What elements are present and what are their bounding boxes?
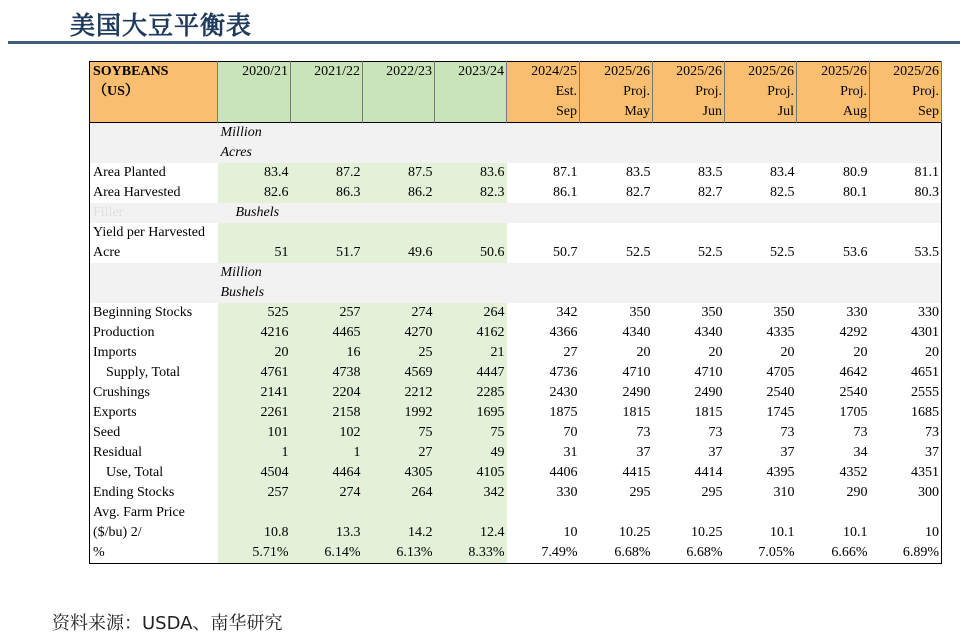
table-cell: 4761	[218, 363, 291, 383]
table-cell: 4642	[839, 365, 868, 380]
table-cell	[653, 503, 725, 523]
table-cell: 82.6	[218, 183, 291, 203]
row-label: Imports	[93, 345, 137, 360]
table-row	[90, 483, 942, 503]
table-cell: 37	[780, 445, 795, 460]
row-label: Beginning Stocks	[93, 305, 193, 320]
table-cell: 10	[563, 525, 578, 540]
table-cell: 6.68%	[686, 545, 723, 560]
table-cell	[363, 503, 435, 523]
row-label	[90, 283, 218, 303]
table-cell	[725, 503, 797, 523]
row-label: Avg. Farm Price	[93, 505, 185, 520]
table-cell: 264	[435, 303, 507, 323]
table-row	[90, 383, 942, 403]
table-row	[90, 203, 942, 223]
table-cell: 4447	[435, 363, 507, 383]
table-cell: 2212	[363, 383, 435, 403]
table-cell: 330	[846, 305, 868, 320]
table-cell: 83.5	[626, 165, 651, 180]
table-cell: 4415	[622, 465, 651, 480]
table-cell	[725, 223, 797, 243]
table-row	[90, 503, 942, 523]
table-cell: 274	[291, 483, 363, 503]
table-cell	[870, 503, 942, 523]
table-cell: 51	[218, 243, 291, 263]
column-header	[291, 102, 363, 123]
table-cell	[507, 503, 580, 523]
table-cell: 73	[780, 425, 795, 440]
column-header: 2025/26	[870, 62, 942, 83]
column-header	[435, 102, 507, 123]
table-cell: 4335	[766, 325, 795, 340]
table-cell: 27	[363, 443, 435, 463]
table-row	[90, 363, 942, 383]
table-cell: 73	[925, 425, 939, 440]
table-cell: 53.6	[843, 245, 868, 260]
header-row	[90, 62, 942, 83]
table-cell: 2490	[622, 385, 651, 400]
table-cell: 310	[773, 485, 795, 500]
row-label: Area Harvested	[93, 185, 181, 200]
table-cell: 2285	[435, 383, 507, 403]
table-cell: 86.2	[363, 183, 435, 203]
table-cell	[653, 223, 725, 243]
table-cell: 20	[636, 345, 651, 360]
table-cell: 82.7	[626, 185, 651, 200]
table-cell: 80.9	[843, 165, 868, 180]
table-cell: 50.7	[553, 245, 578, 260]
table-cell: 21	[435, 343, 507, 363]
row-label: Residual	[93, 445, 142, 460]
header-row	[90, 102, 942, 123]
column-header: Proj.	[797, 82, 870, 102]
table-cell: 1705	[839, 405, 868, 420]
table-row	[90, 423, 942, 443]
table-cell: 4270	[363, 323, 435, 343]
table-cell: 4340	[694, 325, 723, 340]
table-cell: 20	[218, 343, 291, 363]
table-cell: 2555	[911, 385, 939, 400]
table-row	[90, 143, 942, 163]
corner-label	[90, 102, 218, 123]
table-cell: 1745	[766, 405, 795, 420]
table-cell: 10.1	[843, 525, 868, 540]
table-cell	[507, 223, 580, 243]
table-cell: 20	[708, 345, 723, 360]
table-cell: 4569	[363, 363, 435, 383]
row-label	[90, 123, 218, 144]
row-label: %	[93, 545, 105, 560]
table-cell	[363, 223, 435, 243]
table-cell: 87.1	[553, 165, 578, 180]
soybean-balance-table	[89, 61, 942, 564]
table-cell: 10.1	[770, 525, 795, 540]
table-cell: 1875	[549, 405, 578, 420]
column-header: 2025/26	[797, 62, 870, 83]
column-header: 2021/22	[291, 62, 363, 83]
column-header: Proj.	[870, 82, 942, 102]
column-header: Jul	[725, 102, 797, 123]
table-cell: 20	[925, 345, 939, 360]
table-cell: 75	[435, 423, 507, 443]
table-cell	[797, 503, 870, 523]
table-cell: 4395	[766, 465, 795, 480]
table-cell: 330	[556, 485, 578, 500]
table-cell: 37	[925, 445, 939, 460]
table-row	[90, 323, 942, 343]
unit-label: Bushels	[218, 203, 942, 223]
corner-label: SOYBEANS	[90, 62, 218, 83]
table-cell: 82.7	[698, 185, 723, 200]
column-header	[218, 102, 291, 123]
table-cell: 6.66%	[831, 545, 868, 560]
table-row	[90, 263, 942, 283]
table-cell: 342	[556, 305, 578, 320]
table-cell: 1992	[363, 403, 435, 423]
table-cell: 4504	[218, 463, 291, 483]
table-row	[90, 243, 942, 263]
row-label: Area Planted	[93, 165, 166, 180]
table-cell: 330	[918, 305, 939, 320]
table-cell: 25	[363, 343, 435, 363]
table-cell: 1	[218, 443, 291, 463]
table-cell: 4340	[622, 325, 651, 340]
table-cell: 2540	[839, 385, 868, 400]
column-header: 2025/26	[580, 62, 653, 83]
table-cell: 75	[363, 423, 435, 443]
table-cell: 2158	[291, 403, 363, 423]
table-cell: 290	[846, 485, 868, 500]
table-cell	[218, 223, 291, 243]
row-label: ($/bu) 2/	[93, 525, 142, 540]
table-cell: 4651	[911, 365, 939, 380]
table-cell: 4301	[911, 325, 939, 340]
column-header: 2025/26	[725, 62, 797, 83]
table-cell: 4710	[694, 365, 723, 380]
row-label: Ending Stocks	[93, 485, 175, 500]
corner-label: （US）	[90, 82, 218, 102]
table-cell: 1815	[622, 405, 651, 420]
table-cell: 73	[708, 425, 723, 440]
table-cell: 73	[636, 425, 651, 440]
table-cell: 10.25	[619, 525, 651, 540]
table-row	[90, 403, 942, 423]
column-header: 2020/21	[218, 62, 291, 83]
table-cell: 13.3	[291, 523, 363, 543]
table-cell: 295	[701, 485, 723, 500]
table-cell: 82.3	[435, 183, 507, 203]
table-cell: 2490	[694, 385, 723, 400]
table-row	[90, 223, 942, 243]
table-cell: 6.89%	[902, 545, 939, 560]
table-cell: 10	[925, 525, 939, 540]
row-label: Production	[93, 325, 155, 340]
table-cell: 20	[853, 345, 868, 360]
table-cell: 6.68%	[614, 545, 651, 560]
table-cell: 20	[780, 345, 795, 360]
table-cell: 12.4	[435, 523, 507, 543]
table-row	[90, 523, 942, 543]
table-row	[90, 183, 942, 203]
table-cell: 83.5	[698, 165, 723, 180]
table-cell: 4414	[694, 465, 723, 480]
table-cell: 4351	[911, 465, 939, 480]
table-cell: 50.6	[435, 243, 507, 263]
table-cell: 8.33%	[435, 543, 507, 564]
table-cell: 4216	[218, 323, 291, 343]
table-cell: 87.5	[363, 163, 435, 183]
table-row	[90, 343, 942, 363]
row-label	[90, 143, 218, 163]
table-cell: 73	[853, 425, 868, 440]
column-header: 2023/24	[435, 62, 507, 83]
row-label: Yield per Harvested	[93, 225, 205, 240]
table-cell: 14.2	[363, 523, 435, 543]
table-cell: 34	[853, 445, 868, 460]
table-cell: 1685	[911, 405, 939, 420]
table-cell	[291, 503, 363, 523]
column-header: Proj.	[725, 82, 797, 102]
table-cell: 49.6	[363, 243, 435, 263]
column-header: Proj.	[653, 82, 725, 102]
table-cell: 7.49%	[541, 545, 578, 560]
table-cell: 4305	[363, 463, 435, 483]
table-cell: 86.3	[291, 183, 363, 203]
table-cell	[797, 223, 870, 243]
table-cell: 82.5	[770, 185, 795, 200]
table-cell: 1	[291, 443, 363, 463]
table-cell: 2204	[291, 383, 363, 403]
table-cell	[580, 503, 653, 523]
source-note: 资料来源：USDA、南华研究	[52, 613, 283, 634]
column-header: Sep	[507, 102, 580, 123]
table-cell: 10.25	[691, 525, 723, 540]
table-cell: 4366	[549, 325, 578, 340]
table-cell: 4736	[549, 365, 578, 380]
table-cell: 4710	[622, 365, 651, 380]
table-cell: 4292	[839, 325, 868, 340]
table-cell: 86.1	[553, 185, 578, 200]
table-cell: 1815	[694, 405, 723, 420]
table-cell: 350	[701, 305, 723, 320]
table-cell: 10.8	[218, 523, 291, 543]
table-cell: 4465	[291, 323, 363, 343]
page-title: 美国大豆平衡表	[70, 11, 253, 40]
table-cell: 2540	[766, 385, 795, 400]
table-cell: 264	[363, 483, 435, 503]
unit-label: Acres	[218, 143, 942, 163]
table-cell: 1695	[435, 403, 507, 423]
table-cell: 80.3	[914, 185, 939, 200]
table-cell: 350	[629, 305, 651, 320]
table-cell: 37	[708, 445, 723, 460]
table-cell: 80.1	[843, 185, 868, 200]
table-cell: 257	[291, 303, 363, 323]
column-header	[363, 82, 435, 102]
table-cell: 4105	[435, 463, 507, 483]
unit-label: Million	[218, 263, 942, 283]
table-cell	[580, 223, 653, 243]
table-cell: 7.05%	[758, 545, 795, 560]
table-cell: 87.2	[291, 163, 363, 183]
table-cell: 2141	[218, 383, 291, 403]
row-label: Acre	[93, 245, 121, 260]
table-cell	[435, 503, 507, 523]
column-header: May	[580, 102, 653, 123]
header-row	[90, 82, 942, 102]
column-header	[291, 82, 363, 102]
table-cell: 51.7	[291, 243, 363, 263]
table-cell: 37	[636, 445, 651, 460]
table-cell: 2261	[218, 403, 291, 423]
table-cell: 4464	[291, 463, 363, 483]
table-cell: 4162	[435, 323, 507, 343]
row-label: Exports	[93, 405, 137, 420]
table-row	[90, 283, 942, 303]
table-cell: 300	[918, 485, 939, 500]
row-label: Crushings	[93, 385, 150, 400]
table-cell: 6.13%	[363, 543, 435, 564]
table-cell: 4705	[766, 365, 795, 380]
table-cell: 70	[563, 425, 578, 440]
column-header: Aug	[797, 102, 870, 123]
table-cell: 83.4	[218, 163, 291, 183]
table-cell: 83.4	[770, 165, 795, 180]
column-header	[363, 102, 435, 123]
table-cell: 52.5	[770, 245, 795, 260]
row-label: Filler	[90, 203, 218, 223]
table-cell: 101	[218, 423, 291, 443]
column-header	[435, 82, 507, 102]
table-cell: 295	[629, 485, 651, 500]
table-cell: 83.6	[435, 163, 507, 183]
table-cell: 81.1	[914, 165, 939, 180]
column-header: 2025/26	[653, 62, 725, 83]
title-divider	[8, 41, 960, 44]
table-cell: 525	[218, 303, 291, 323]
column-header: Est.	[507, 82, 580, 102]
table-row	[90, 123, 942, 144]
table-row	[90, 463, 942, 483]
table-cell	[218, 503, 291, 523]
row-label: Supply, Total	[106, 365, 181, 380]
table-cell	[435, 223, 507, 243]
table-row	[90, 303, 942, 323]
table-cell: 16	[291, 343, 363, 363]
table-cell: 49	[435, 443, 507, 463]
column-header: Proj.	[580, 82, 653, 102]
table-cell: 350	[773, 305, 795, 320]
row-label: Seed	[93, 425, 121, 440]
table-cell: 257	[218, 483, 291, 503]
table-cell: 31	[563, 445, 578, 460]
row-label	[90, 263, 218, 283]
table-row	[90, 443, 942, 463]
table-cell: 274	[363, 303, 435, 323]
table-row	[90, 543, 942, 564]
table-cell: 4352	[839, 465, 868, 480]
table-cell: 4738	[291, 363, 363, 383]
table-cell: 4406	[549, 465, 578, 480]
column-header: Sep	[870, 102, 942, 123]
table-cell: 27	[563, 345, 578, 360]
table-cell	[291, 223, 363, 243]
table-cell: 5.71%	[218, 543, 291, 564]
column-header	[218, 82, 291, 102]
table-cell: 52.5	[626, 245, 651, 260]
table-cell: 6.14%	[291, 543, 363, 564]
column-header: Jun	[653, 102, 725, 123]
row-label: Use, Total	[106, 465, 164, 480]
table-cell: 342	[435, 483, 507, 503]
table-cell: 52.5	[698, 245, 723, 260]
unit-label: Million	[218, 123, 942, 144]
table-cell	[870, 223, 942, 243]
unit-label: Bushels	[218, 283, 942, 303]
table-cell: 53.5	[914, 245, 939, 260]
table-row	[90, 163, 942, 183]
table-cell: 2430	[549, 385, 578, 400]
column-header: 2024/25	[507, 62, 580, 83]
column-header: 2022/23	[363, 62, 435, 83]
table-cell: 102	[291, 423, 363, 443]
